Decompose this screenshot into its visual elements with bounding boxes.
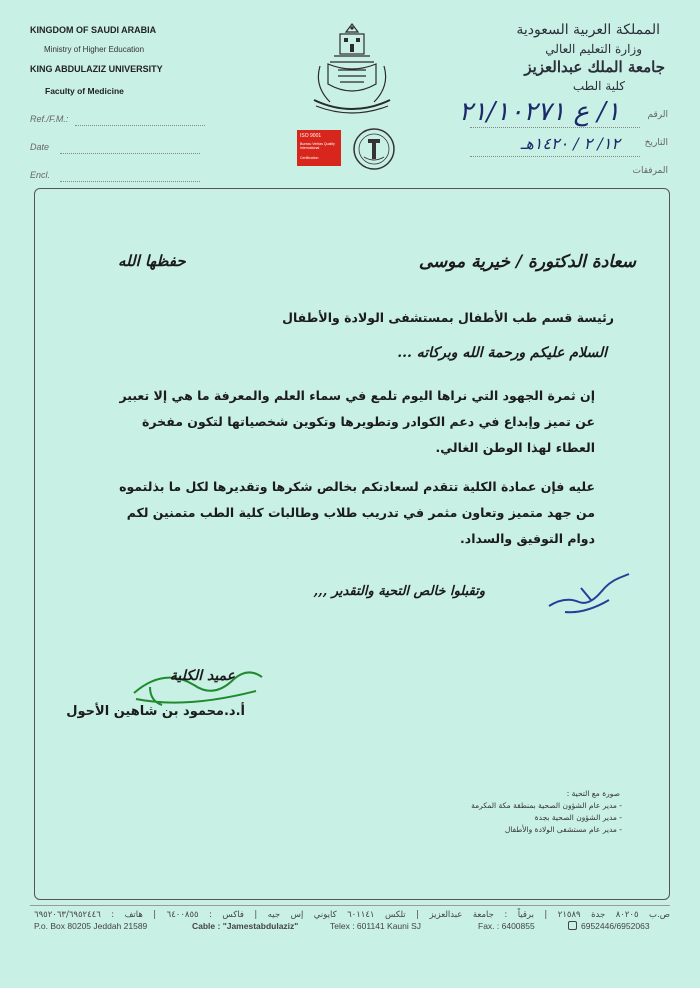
footer-pobox: P.o. Box 80205 Jeddah 21589: [34, 921, 148, 931]
ar-faculty: كلية الطب: [572, 79, 625, 93]
footer-tel: 6952446/6952063: [581, 921, 650, 931]
cc-item-2: - مدير الشؤون الصحية بجدة: [534, 813, 622, 822]
en-ministry: Ministry of Higher Education: [44, 45, 145, 54]
ar-ref-label: الرقم: [647, 110, 668, 120]
en-date-line: [60, 152, 200, 154]
footer-rule: [30, 905, 670, 906]
cc-item-1: - مدير عام الشؤون الصحية بمنطقة مكة المكرمة: [471, 801, 622, 810]
ar-date-value: ١٢/ ٢ / ١٤٢٠هـ: [520, 134, 620, 153]
cc-item-3: - مدير عام مستشفى الولادة والأطفال: [504, 825, 622, 834]
en-faculty: Faculty of Medicine: [45, 86, 124, 96]
ar-date-label: التاريخ: [644, 138, 668, 148]
paragraph-2: عليه فإن عمادة الكلية تتقدم لسعادتكم بخالص شكرها وتقديرها لكل ما بذلتموه من جهد متميز وتعاون مثمر في تدريب طلاب وطالبات كلية الطب متمنين لكم دوام التوفيق والسداد.: [119, 479, 595, 546]
addressee-subtitle: رئيسة قسم طب الأطفال بمستشفى الولادة والأطفال: [282, 310, 614, 325]
ar-university: جامعة الملك عبدالعزيز: [524, 58, 665, 76]
phone-icon: [568, 921, 577, 930]
ar-encl-label: المرفقات: [632, 166, 668, 176]
en-date-label: Date: [30, 142, 50, 152]
footer-fax: Fax. : 6400855: [478, 921, 535, 931]
greeting: السلام عليكم ورحمة الله وبركاته ...: [397, 345, 607, 361]
ar-kingdom: المملكة العربية السعودية: [516, 22, 660, 38]
bureau-veritas-seal: [352, 127, 396, 171]
ar-date-line: [470, 155, 640, 157]
footer-telex: Telex : 601141 Kauni SJ: [330, 921, 422, 931]
dean-title: عميد الكلية: [169, 668, 235, 684]
paragraph-1: إن ثمرة الجهود التي نراها اليوم تلمع في سماء العلم والمعرفة ما هي إلا تعبير عن تميز وإبداع في دعم الكوادر وتطويرها وتكوين شخصياتها لتكون مفخرة العطاء لهذا الوطن الغالي.: [119, 388, 595, 455]
iso-badge-line1: ISO 9001: [300, 133, 322, 139]
cc-heading: صورة مع التحية :: [566, 789, 620, 798]
dean-name: أ.د.محمود بن شاهين الأحول: [66, 704, 245, 719]
en-encl-line: [60, 180, 200, 182]
letterhead: [0, 0, 700, 185]
footer-cable: Cable : "Jamestabdulaziz": [192, 921, 299, 931]
initials-flourish: [545, 568, 635, 618]
ar-ref-line: [470, 126, 640, 128]
iso-badge: [297, 130, 341, 166]
en-ref-line: [75, 124, 205, 126]
en-ref-label: Ref./F.M.:: [30, 114, 69, 124]
ar-ministry: وزارة التعليم العالي: [545, 42, 642, 56]
en-university: KING ABDULAZIZ UNIVERSITY: [30, 64, 163, 74]
university-logo: [300, 18, 404, 118]
en-encl-label: Encl.: [30, 170, 51, 180]
ar-ref-value: ١/ ع ٢١/١٠٢٧١: [458, 97, 620, 127]
footer-arabic: ص.ب ٨٠٢٠٥ جدة ٢١٥٨٩ | برقياً : جامعة عبدالعزيز | تلكس ٦٠١١٤١ كايوني إس جيه | فاكس : ٦٤٠٠٨٥٥ | هاتف : ٦٩٥٢٠٦٣/٦٩٥٢٤٤٦: [34, 910, 670, 920]
closing: وتقبلوا خالص التحية والتقدير ,,,: [313, 584, 485, 599]
en-kingdom: KINGDOM OF SAUDI ARABIA: [30, 25, 157, 35]
addressee: سعادة الدكتورة / خيرية موسى: [418, 252, 636, 272]
honorific: حفظها الله: [118, 252, 186, 270]
iso-badge-line3: Certification: [300, 156, 319, 160]
iso-badge-line2: Bureau Veritas Quality International: [300, 142, 335, 150]
